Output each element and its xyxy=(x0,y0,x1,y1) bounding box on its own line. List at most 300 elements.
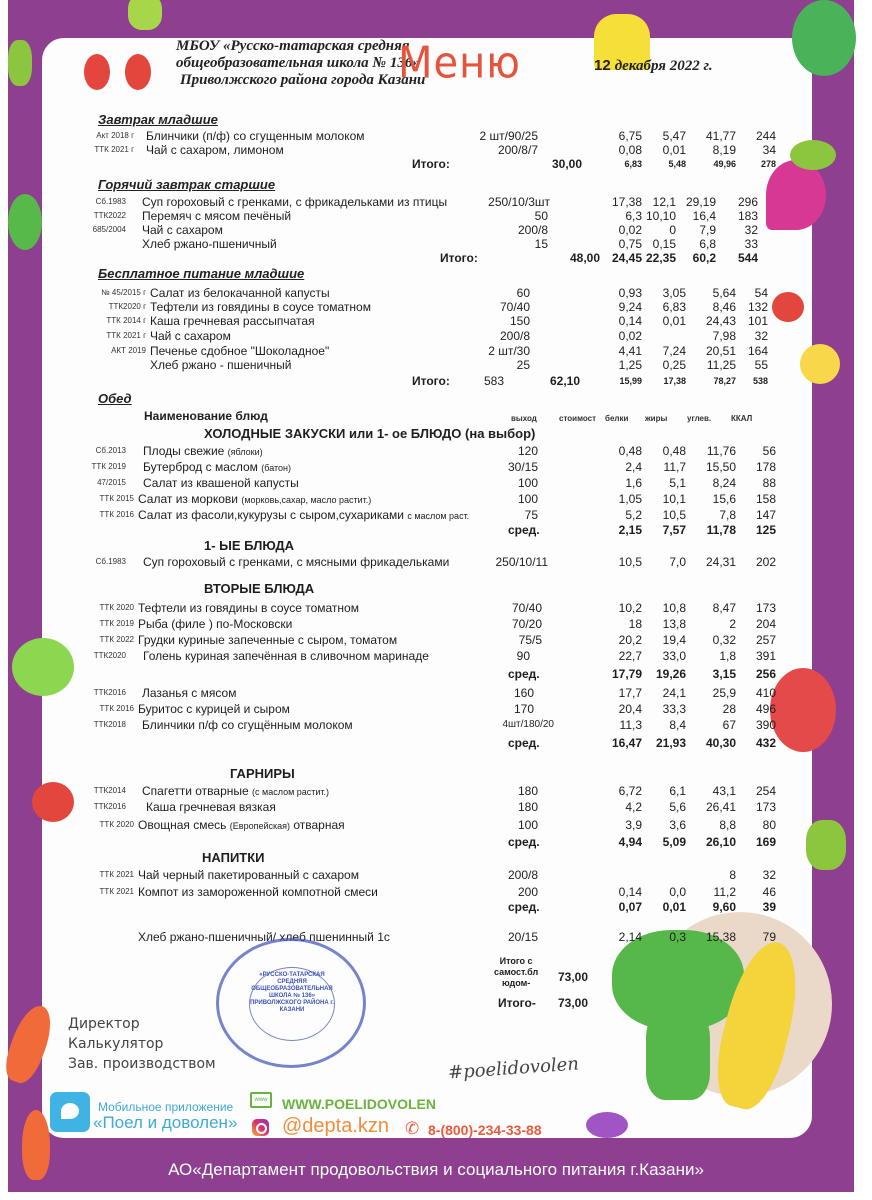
total-cost: 62,10 xyxy=(549,374,580,388)
kcal: 33 xyxy=(744,237,758,251)
dish-yield: 90 xyxy=(516,649,530,663)
protein: 20,2 xyxy=(618,633,642,647)
phone-number[interactable]: 8-(800)-234-33-88 xyxy=(428,1122,542,1138)
average-label: сред. xyxy=(508,736,540,750)
protein: 1,6 xyxy=(625,476,642,490)
carbs: 40,30 xyxy=(705,736,736,750)
protein: 5,2 xyxy=(625,508,642,522)
table-row xyxy=(0,492,872,506)
fat: 19,26 xyxy=(655,667,686,681)
fat: 11,7 xyxy=(663,460,686,474)
average-row xyxy=(0,835,872,849)
carbs: 43,1 xyxy=(712,784,736,798)
dish-yield: 15 xyxy=(534,237,548,251)
fat: 3,6 xyxy=(669,818,686,832)
table-row xyxy=(0,329,872,343)
kcal: 55 xyxy=(754,358,768,372)
dish-yield: 120 xyxy=(517,444,538,458)
dish-name: Салат из белокачанной капусты xyxy=(150,286,330,300)
dish-note: (морковь,сахар, масло растит.) xyxy=(241,495,372,505)
kcal: 169 xyxy=(755,835,776,849)
stamp-text: «РУССКО-ТАТАРСКАЯ СРЕДНЯЯ ОБЩЕОБРАЗОВАТЕЛЬНАЯ ШКОЛА № 136» ПРИВОЛЖСКОГО РАЙОНА г. КАЗАНИ xyxy=(250,972,334,1013)
carbs: 7,98 xyxy=(712,329,736,343)
tech-card-code: № 45/2015 г xyxy=(101,288,146,297)
carbs: 8,46 xyxy=(712,300,736,314)
tech-card-code: ТТК2022 xyxy=(93,211,126,220)
carbs: 6,8 xyxy=(699,237,716,251)
table-row xyxy=(0,555,872,569)
kcal: 56 xyxy=(762,444,776,458)
kcal: 278 xyxy=(760,159,776,169)
carbs: 8 xyxy=(729,868,736,882)
dish-name: Салат из квашеной капусты xyxy=(143,476,299,490)
dish-name: Рыба (филе ) по-Московски xyxy=(138,617,293,631)
tech-card-code: ТТК 2021 г xyxy=(94,145,134,154)
tech-card-code: ТТК 2021 г xyxy=(106,331,146,340)
tech-card-code: Акт 2018 г xyxy=(96,131,134,140)
dish-note: (Европейская) xyxy=(229,821,290,831)
column-header-kcal: ККАЛ xyxy=(731,414,753,423)
school-name-line3: Приволжского района города Казани xyxy=(180,72,426,88)
protein: 24,45 xyxy=(611,251,642,265)
kcal: 158 xyxy=(755,492,776,506)
dish-name: Бутерброд с маслом xyxy=(143,460,258,474)
dish-yield: 100 xyxy=(517,492,538,506)
category-side-dishes: ГАРНИРЫ xyxy=(230,766,295,781)
dish-name: Салат из моркови xyxy=(138,492,238,506)
table-row xyxy=(0,617,872,631)
table-row xyxy=(0,800,872,814)
protein: 20,4 xyxy=(618,702,642,716)
carbs: 8,8 xyxy=(719,818,736,832)
total-cost: 30,00 xyxy=(551,157,582,171)
average-label: сред. xyxy=(508,523,540,537)
fat: 0,01 xyxy=(662,314,686,328)
average-row xyxy=(0,523,872,537)
fat: 13,8 xyxy=(662,617,686,631)
kcal: 204 xyxy=(755,617,776,631)
tech-card-code: ТТК 2016 xyxy=(99,704,134,713)
dish-yield: 200/8/7 xyxy=(497,143,538,157)
protein: 17,79 xyxy=(611,667,642,681)
tech-card-code: 47/2015 xyxy=(97,478,126,487)
average-row xyxy=(0,667,872,681)
table-row xyxy=(0,209,872,223)
total-label: Итого: xyxy=(412,374,450,388)
kcal: 173 xyxy=(755,800,776,814)
tech-card-code: ТТК2014 xyxy=(93,786,126,795)
dish-name: Плоды свежие xyxy=(143,444,225,458)
table-row xyxy=(0,885,872,899)
kcal: 80 xyxy=(762,818,776,832)
carbs: 15,50 xyxy=(705,460,736,474)
protein: 3,9 xyxy=(625,818,642,832)
section-title-hot-breakfast-senior: Горячий завтрак старшие xyxy=(98,177,276,192)
dish-name: Хлеб ржано - пшеничный xyxy=(150,358,292,372)
carbs: 8,24 xyxy=(712,476,736,490)
broccoli-stem-icon xyxy=(646,1010,710,1100)
carbs: 0,32 xyxy=(712,633,736,647)
fat: 0,3 xyxy=(669,930,686,944)
dish-yield: 70/20 xyxy=(511,617,542,631)
fat: 19,4 xyxy=(662,633,686,647)
date-day: 12 xyxy=(594,57,611,74)
website-icon: www xyxy=(250,1092,272,1108)
dish-yield: 70/40 xyxy=(499,300,530,314)
menu-title: Меню xyxy=(398,37,521,89)
category-second-courses: ВТОРЫЕ БЛЮДА xyxy=(204,581,315,596)
protein: 4,2 xyxy=(625,800,642,814)
total-weight: 583 xyxy=(484,374,505,388)
fat: 0 xyxy=(669,223,676,237)
dish-yield: 75 xyxy=(524,508,538,522)
table-row xyxy=(0,601,872,615)
dish-yield: 30/15 xyxy=(507,460,538,474)
table-row-bread xyxy=(0,930,872,944)
tech-card-code: ТТК 2020 xyxy=(99,820,134,829)
table-row xyxy=(0,508,872,522)
protein: 0,48 xyxy=(618,444,642,458)
kcal: 34 xyxy=(762,143,776,157)
total-row xyxy=(0,251,872,265)
protein: 0,08 xyxy=(618,143,642,157)
carbs: 49,96 xyxy=(713,159,736,169)
kcal: 164 xyxy=(747,344,768,358)
average-label: сред. xyxy=(508,835,540,849)
carbs: 67 xyxy=(722,718,736,732)
tech-card-code: ТТК2016 xyxy=(93,802,126,811)
protein: 17,38 xyxy=(611,195,642,209)
section-title-breakfast-junior: Завтрак младшие xyxy=(98,112,218,127)
dish-yield: 50 xyxy=(534,209,548,223)
dish-name: Буритос с курицей и сыром xyxy=(138,702,290,716)
signature-production-manager: Зав. производством xyxy=(68,1056,216,1072)
fat: 0,01 xyxy=(662,143,686,157)
kcal: 296 xyxy=(737,195,758,209)
protein: 0,02 xyxy=(618,223,642,237)
fat: 7,0 xyxy=(669,555,686,569)
table-row xyxy=(0,444,872,458)
mobile-app-name[interactable]: «Поел и доволен» xyxy=(93,1113,238,1132)
dish-name: Чай с сахаром, лимоном xyxy=(146,143,284,157)
carbs: 8,47 xyxy=(712,601,736,615)
fat: 10,8 xyxy=(662,601,686,615)
carbs: 15,38 xyxy=(705,930,736,944)
carbs: 5,64 xyxy=(712,286,736,300)
protein: 0,14 xyxy=(618,885,642,899)
carbs: 11,25 xyxy=(706,358,736,372)
carbs: 25,9 xyxy=(712,686,736,700)
fat: 7,57 xyxy=(662,523,686,537)
dish-name: Чай с сахаром xyxy=(142,223,223,237)
tech-card-code: Сб.1983 xyxy=(95,557,126,566)
fat: 0,15 xyxy=(652,237,676,251)
fat: 10,5 xyxy=(662,508,686,522)
fat: 10,1 xyxy=(662,492,686,506)
fat: 21,93 xyxy=(655,736,686,750)
kcal: 88 xyxy=(762,476,776,490)
protein: 0,07 xyxy=(618,900,642,914)
table-row xyxy=(0,314,872,328)
signature-calculator: Калькулятор xyxy=(68,1036,164,1052)
tech-card-code: ТТК 2014 г xyxy=(106,316,146,325)
footer-organization: АО«Департамент продовольствия и социального питания г.Казани» xyxy=(168,1160,704,1179)
dish-name: Перемяч с мясом печёный xyxy=(142,209,292,223)
protein: 17,7 xyxy=(618,686,642,700)
fat: 17,38 xyxy=(663,376,686,386)
protein: 10,5 xyxy=(618,555,642,569)
average-row xyxy=(0,736,872,750)
table-row xyxy=(0,460,872,474)
dish-name-suffix: отварная xyxy=(293,818,345,832)
mobile-app-label: Мобильное приложение xyxy=(98,1100,234,1114)
carbs: 15,6 xyxy=(712,492,736,506)
carbs: 26,10 xyxy=(705,835,736,849)
carbs: 7,9 xyxy=(699,223,716,237)
tech-card-code: АКТ 2019 xyxy=(111,346,146,355)
hashtag: #poelidovolen xyxy=(447,1053,580,1084)
kcal: 202 xyxy=(755,555,776,569)
table-row xyxy=(0,358,872,372)
dish-yield: 100 xyxy=(517,818,538,832)
dish-name: Хлеб ржано-пшеничный/ хлеб пшенинный 1с xyxy=(138,930,390,944)
dish-name: Суп гороховый с гренками, с фрикадельками из птицы xyxy=(142,195,448,209)
carbs: 41,77 xyxy=(705,129,736,143)
protein: 18 xyxy=(628,617,642,631)
instagram-icon xyxy=(252,1119,269,1136)
protein: 0,75 xyxy=(618,237,642,251)
table-row xyxy=(0,129,872,143)
dish-name: Каша гречневая вязкая xyxy=(146,800,276,814)
carbs: 20,51 xyxy=(705,344,736,358)
dish-name: Блинчики (п/ф) со сгущенным молоком xyxy=(146,129,365,143)
mobile-app-icon[interactable] xyxy=(50,1092,90,1132)
kcal: 173 xyxy=(755,601,776,615)
tech-card-code: 685/2004 xyxy=(92,225,126,234)
kcal: 254 xyxy=(755,784,776,798)
column-header-cost: стоимост xyxy=(559,414,597,423)
average-row xyxy=(0,900,872,914)
carbs: 1,8 xyxy=(719,649,736,663)
dish-yield: 200 xyxy=(517,885,538,899)
tech-card-code: Сб.1983 xyxy=(95,197,126,206)
carbs: 11,76 xyxy=(706,444,736,458)
kcal: 147 xyxy=(755,508,776,522)
candy-character-icon xyxy=(586,1112,628,1138)
protein: 6,72 xyxy=(618,784,642,798)
dish-yield: 150 xyxy=(509,314,530,328)
fat: 24,1 xyxy=(662,686,686,700)
signature-director: Директор xyxy=(68,1016,140,1032)
column-header-fat: жиры xyxy=(645,414,668,423)
column-header-protein: белки xyxy=(605,414,629,423)
tech-card-code: ТТК 2016 xyxy=(99,510,134,519)
dish-yield: 200/8 xyxy=(517,223,548,237)
fat: 3,05 xyxy=(662,286,686,300)
kcal: 32 xyxy=(754,329,768,343)
tech-card-code: ТТК2020 xyxy=(93,651,126,660)
category-cold-appetizers: ХОЛОДНЫЕ ЗАКУСКИ или 1- ое БЛЮДО (на выбор) xyxy=(204,426,536,441)
dish-name: Голень куриная запечённая в сливочном маринаде xyxy=(143,649,429,663)
table-row xyxy=(0,476,872,490)
fat: 5,6 xyxy=(669,800,686,814)
tech-card-code: ТТК2020 г xyxy=(108,302,146,311)
kcal: 496 xyxy=(755,702,776,716)
kcal: 391 xyxy=(755,649,776,663)
table-row xyxy=(0,223,872,237)
carbs: 24,31 xyxy=(705,555,736,569)
kcal: 125 xyxy=(755,523,776,537)
fat: 5,09 xyxy=(662,835,686,849)
protein: 2,4 xyxy=(625,460,642,474)
fat: 33,0 xyxy=(662,649,686,663)
tech-card-code: ТТК 2020 xyxy=(99,603,134,612)
phone-icon: ✆ xyxy=(405,1119,420,1138)
dish-yield: 250/10/11 xyxy=(495,555,548,569)
dish-name: Блинчики п/ф со сгущённым молоком xyxy=(142,718,353,732)
tech-card-code: ТТК2018 xyxy=(93,720,126,729)
fat: 5,48 xyxy=(668,159,686,169)
dish-yield: 2 шт/30 xyxy=(488,344,530,358)
protein: 2,14 xyxy=(618,930,642,944)
protein: 16,47 xyxy=(611,736,642,750)
category-drinks: НАПИТКИ xyxy=(202,850,265,865)
table-row xyxy=(0,784,872,798)
kcal: 39 xyxy=(762,900,776,914)
carbs: 29,19 xyxy=(685,195,716,209)
dish-yield: 4шт/180/20 xyxy=(502,719,554,730)
grand-total-label: Итого- xyxy=(498,996,536,1010)
dish-note: (яблоки) xyxy=(227,447,263,457)
tech-card-code: ТТК 2015 xyxy=(99,494,134,503)
carbs: 11,78 xyxy=(706,523,736,537)
dish-name: Хлеб ржано-пшеничный xyxy=(142,237,277,251)
kcal: 257 xyxy=(755,633,776,647)
dish-yield: 200/8 xyxy=(499,329,530,343)
carbs: 16,4 xyxy=(692,209,716,223)
dish-name: Тефтели из говядины в соусе томатном xyxy=(138,601,359,615)
kcal: 390 xyxy=(755,718,776,732)
dish-name: Чай черный пакетированный с сахаром xyxy=(138,868,359,882)
dish-name: Компот из замороженной компотной смеси xyxy=(138,885,378,899)
dish-note: (с маслом растит.) xyxy=(252,787,330,797)
kcal: 183 xyxy=(737,209,758,223)
dish-yield: 200/8 xyxy=(507,868,538,882)
section-title-lunch: Обед xyxy=(98,391,132,406)
kcal: 79 xyxy=(762,930,776,944)
dish-name: Чай с сахаром xyxy=(150,329,231,343)
grand-total-amount: 73,00 xyxy=(558,996,589,1010)
protein: 0,14 xyxy=(618,314,642,328)
protein: 6,83 xyxy=(624,159,642,169)
lettuce-icon xyxy=(128,0,162,30)
tech-card-code: ТТК 2021 xyxy=(99,870,134,879)
dish-yield: 2 шт/90/25 xyxy=(479,129,538,143)
cucumber-icon xyxy=(792,0,856,76)
carbs: 8,19 xyxy=(712,143,736,157)
table-row xyxy=(0,344,872,358)
fat: 8,4 xyxy=(669,718,686,732)
protein: 22,7 xyxy=(618,649,642,663)
kcal: 538 xyxy=(752,376,768,386)
tech-card-code: Сб.2013 xyxy=(95,446,126,455)
total-label-line1: Итого с xyxy=(499,956,533,966)
total-with-cost-label xyxy=(494,956,538,989)
kcal: 132 xyxy=(747,300,768,314)
carbs: 60,2 xyxy=(692,251,716,265)
table-row xyxy=(0,300,872,314)
carbs: 11,2 xyxy=(713,885,736,899)
instagram-handle[interactable]: @depta.kzn xyxy=(282,1115,390,1137)
fat: 0,01 xyxy=(662,900,686,914)
kcal: 410 xyxy=(755,686,776,700)
section-title-free-meal-junior: Бесплатное питание младшие xyxy=(98,266,305,281)
kcal: 32 xyxy=(762,868,776,882)
tech-card-code: ТТК 2019 xyxy=(91,462,126,471)
table-row xyxy=(0,195,872,209)
fat: 12,1 xyxy=(652,195,676,209)
protein: 2,15 xyxy=(618,523,642,537)
table-row xyxy=(0,633,872,647)
tech-card-code: ТТК2016 xyxy=(93,688,126,697)
tomato-character-icon xyxy=(84,54,110,90)
table-row xyxy=(0,702,872,716)
dish-yield: 180 xyxy=(517,784,538,798)
carbs: 3,15 xyxy=(712,667,736,681)
table-row xyxy=(0,868,872,882)
fat: 33,3 xyxy=(662,702,686,716)
table-row xyxy=(0,286,872,300)
dish-name: Овощная смесь xyxy=(138,818,227,832)
table-row xyxy=(0,237,872,251)
protein: 6,3 xyxy=(625,209,642,223)
protein: 0,93 xyxy=(618,286,642,300)
table-row xyxy=(0,818,872,832)
carbs: 9,60 xyxy=(712,900,736,914)
dish-note: (батон) xyxy=(261,463,292,473)
total-label-line3: юдом- xyxy=(501,978,531,988)
fat: 0,48 xyxy=(662,444,686,458)
carbs: 26,41 xyxy=(705,800,736,814)
protein: 15,99 xyxy=(619,376,642,386)
total-label: Итого: xyxy=(440,251,478,265)
menu-date xyxy=(594,57,713,75)
protein: 4,94 xyxy=(618,835,642,849)
dish-note: с маслом раст. xyxy=(407,511,470,521)
dish-name: Каша гречневая рассыпчатая xyxy=(150,314,315,328)
dish-name: Грудки куриные запеченные с сыром, томатом xyxy=(138,633,398,647)
carbs: 28 xyxy=(722,702,736,716)
dish-name: Спагетти отварные xyxy=(142,784,249,798)
total-label: Итого: xyxy=(412,157,450,171)
dish-name: Салат из фасоли,кукурузы с сыром,сухариками xyxy=(138,508,404,522)
dish-name: Суп гороховый с гренками, с мясными фрикадельками xyxy=(143,555,450,569)
fat: 0,25 xyxy=(662,358,686,372)
tech-card-code: ТТК 2022 xyxy=(99,635,134,644)
dish-yield: 180 xyxy=(517,800,538,814)
table-row xyxy=(0,718,872,732)
table-row xyxy=(0,686,872,700)
average-label: сред. xyxy=(508,667,540,681)
dish-yield: 75/5 xyxy=(518,633,542,647)
column-header-yield: выход xyxy=(511,414,537,423)
kcal: 54 xyxy=(754,286,768,300)
protein: 0,02 xyxy=(618,329,642,343)
dish-yield: 60 xyxy=(516,286,530,300)
column-header-carbs: углев. xyxy=(687,414,712,423)
website-link[interactable]: WWW.POELIDOVOLEN xyxy=(282,1096,436,1112)
signature-block xyxy=(68,1014,216,1074)
